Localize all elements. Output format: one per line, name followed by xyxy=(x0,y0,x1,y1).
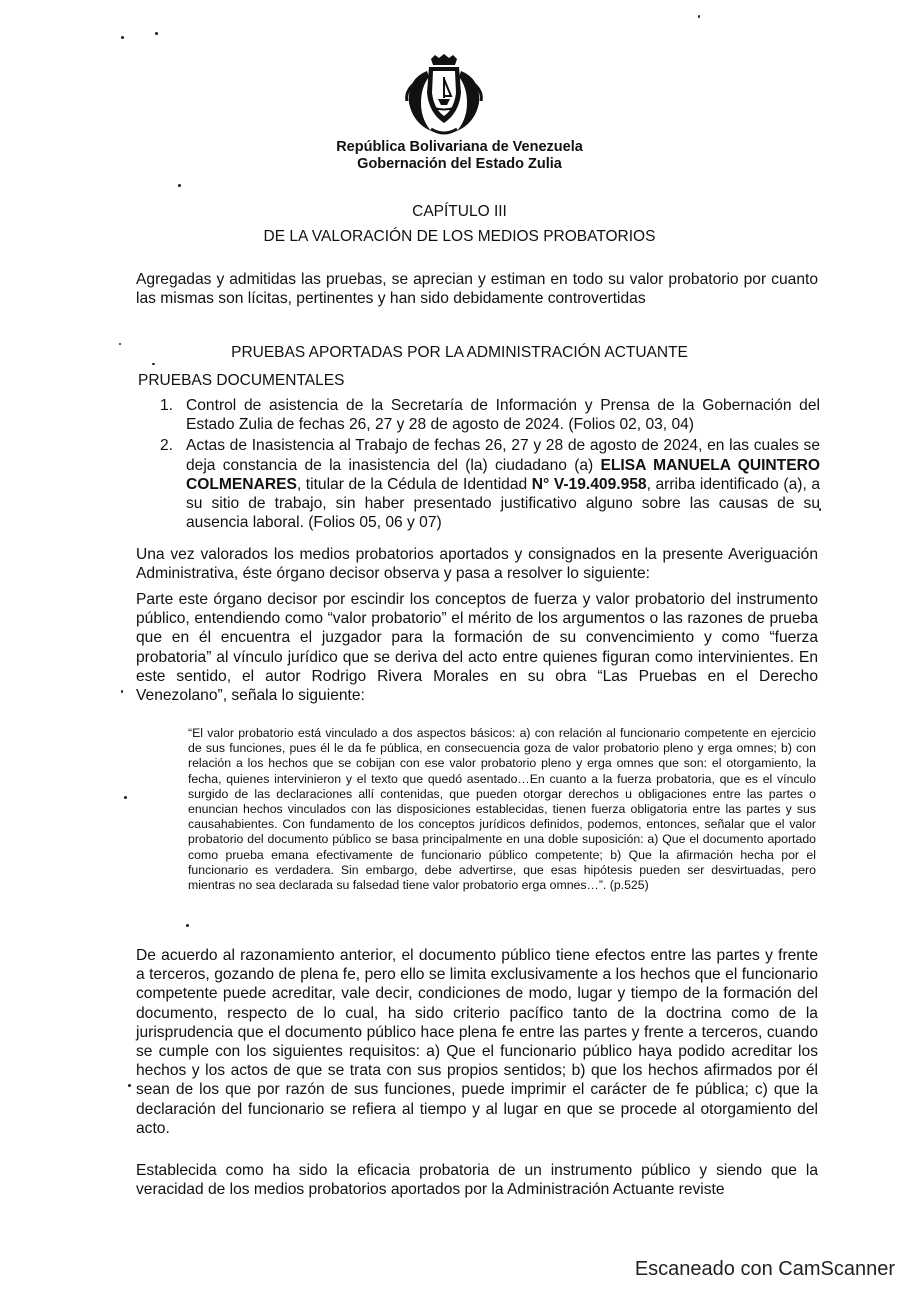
header-government: Gobernación del Estado Zulia xyxy=(357,156,562,172)
doctrine-quote: “El valor probatorio está vinculado a dos aspectos básicos: a) con relación al funcionario competente en ejercicio de sus funciones, pues él le da fe pública, en consecuencia goza de valor probatorio pleno y erga omnes; b) con relación a los hechos que se cobijan con ese valor probatorio pleno y erga omnes que son: el otorgamiento, la fecha, quienes intervinieron y el texto que quedó asentado…En cuanto a la fuerza probatoria, que es el vínculo surgido de las declaraciones allí contenidas, que pueden otorgar derechos u obligaciones entre las partes o enuncian hechos vinculados con las disposiciones establecidas, tienen fuerza obligatoria entre las partes y sus causahabientes. Con fundamento de los conceptos jurídicos definidos, podemos, entonces, señalar que el valor probatorio del documento público se basa principalmente en una doble suposición: a) Que el documento aportado como prueba emana efectivamente de funcionario público competente; b) Que la afirmación hecha por el funcionario es verdadera. Sin embargo, debe advertirse, que esas hipótesis pueden ser desvirtuadas, pero mientras no sea declarada su falsedad tiene valor probatorio erga omnes…”. (p.525) xyxy=(188,726,816,893)
list-item xyxy=(160,436,820,532)
paragraph-resolution: Una vez valorados los medios probatorios aportados y consignados en la presente Averiguación Administrativa, éste órgano decisor observa y pasa a resolver lo siguiente: xyxy=(136,546,818,583)
paragraph-conclusion: Establecida como ha sido la eficacia probatoria de un instrumento público y siendo que la veracidad de los medios probatorios aportados por la Administración Actuante reviste xyxy=(136,1162,818,1199)
paragraph-reasoning: De acuerdo al razonamiento anterior, el documento público tiene efectos entre las partes y frente a terceros, gozando de plena fe, pero ello se limita exclusivamente a los hechos que el funcionario competente puede acreditar, vale decir, condiciones de modo, lugar y tiempo de la formación del documento, respecto de lo cual, ha sido criterio pacífico tanto de la doctrina como de la jurisprudencia que el documento público hace plena fe entre las partes y frente a terceros, cuando se cumple con los siguientes requisitos: a) Que el funcionario público haya podido acreditar los hechos y los actos de que se trata con sus propios sentidos; b) que los hechos afirmados por él sean de los que por razón de sus funciones, puede imprimir el carácter de fe pública; c) que la declaración del funcionario se refiera al tiempo y al lugar en que se procede al otorgamiento del acto. xyxy=(136,947,818,1137)
list-item xyxy=(160,396,820,434)
scan-speck xyxy=(124,796,127,799)
paragraph-doctrine: Parte este órgano decisor por escindir los conceptos de fuerza y valor probatorio del instrumento público, entendiendo como “valor probatorio” el mérito de los argumentos o las razones de prueba que en él encuentra el juzgador para la formación de su convencimiento y como “fuerza probatoria” al vínculo jurídico que se deriva del acto entre quienes figuran como intervinientes. En este sentido, el autor Rodrigo Rivera Morales en su obra “Las Pruebas en el Derecho Venezolano”, señala lo siguiente: xyxy=(136,591,818,705)
section-title: PRUEBAS APORTADAS POR LA ADMINISTRACIÓN ACTUANTE xyxy=(231,344,688,361)
scan-speck xyxy=(121,690,123,693)
scan-speck xyxy=(121,36,124,39)
scan-speck xyxy=(155,32,158,35)
scan-speck xyxy=(178,184,181,187)
list-item-number: 1. xyxy=(160,397,174,414)
coat-of-arms-icon xyxy=(401,53,487,137)
id-number: N° V-19.409.958 xyxy=(531,475,647,493)
list-item-text: , arriba identificado (a), a su sitio de trabajo, sin haber presentado justificativo alguno sobre las causas de su ausencia laboral. (Folios 05, 06 y 07) xyxy=(186,475,821,532)
scanner-watermark: Escaneado con CamScanner xyxy=(634,1258,895,1280)
chapter-title: CAPÍTULO III xyxy=(412,203,507,220)
chapter-subtitle: DE LA VALORACIÓN DE LOS MEDIOS PROBATORIOS xyxy=(263,228,656,245)
scan-speck xyxy=(698,15,700,18)
evidence-list xyxy=(160,396,820,534)
header-country: República Bolivariana de Venezuela xyxy=(336,139,583,155)
person-name: ELISA MANUELA QUINTERO COLMENARES xyxy=(186,456,821,493)
section-subtitle: PRUEBAS DOCUMENTALES xyxy=(138,372,345,389)
scan-speck xyxy=(152,363,155,365)
list-item-text: , titular de la Cédula de Identidad xyxy=(296,475,532,493)
intro-paragraph: Agregadas y admitidas las pruebas, se aprecian y estiman en todo su valor probatorio por cuanto las mismas son lícitas, pertinentes y han sido debidamente controvertidas xyxy=(136,271,818,308)
scan-speck xyxy=(186,924,189,927)
list-item-number: 2. xyxy=(160,437,174,455)
list-item-text: Actas de Inasistencia al Trabajo de fechas 26, 27 y 28 de agosto de 2024, en las cuales se deja constancia de la inasistencia del (la) ciudadano (a) xyxy=(186,437,820,474)
scan-speck xyxy=(128,1084,131,1087)
list-item-text: Control de asistencia de la Secretaría de Información y Prensa de la Gobernación del Estado Zulia de fechas 26, 27 y 28 de agosto de 2024. (Folios 02, 03, 04) xyxy=(186,397,820,434)
